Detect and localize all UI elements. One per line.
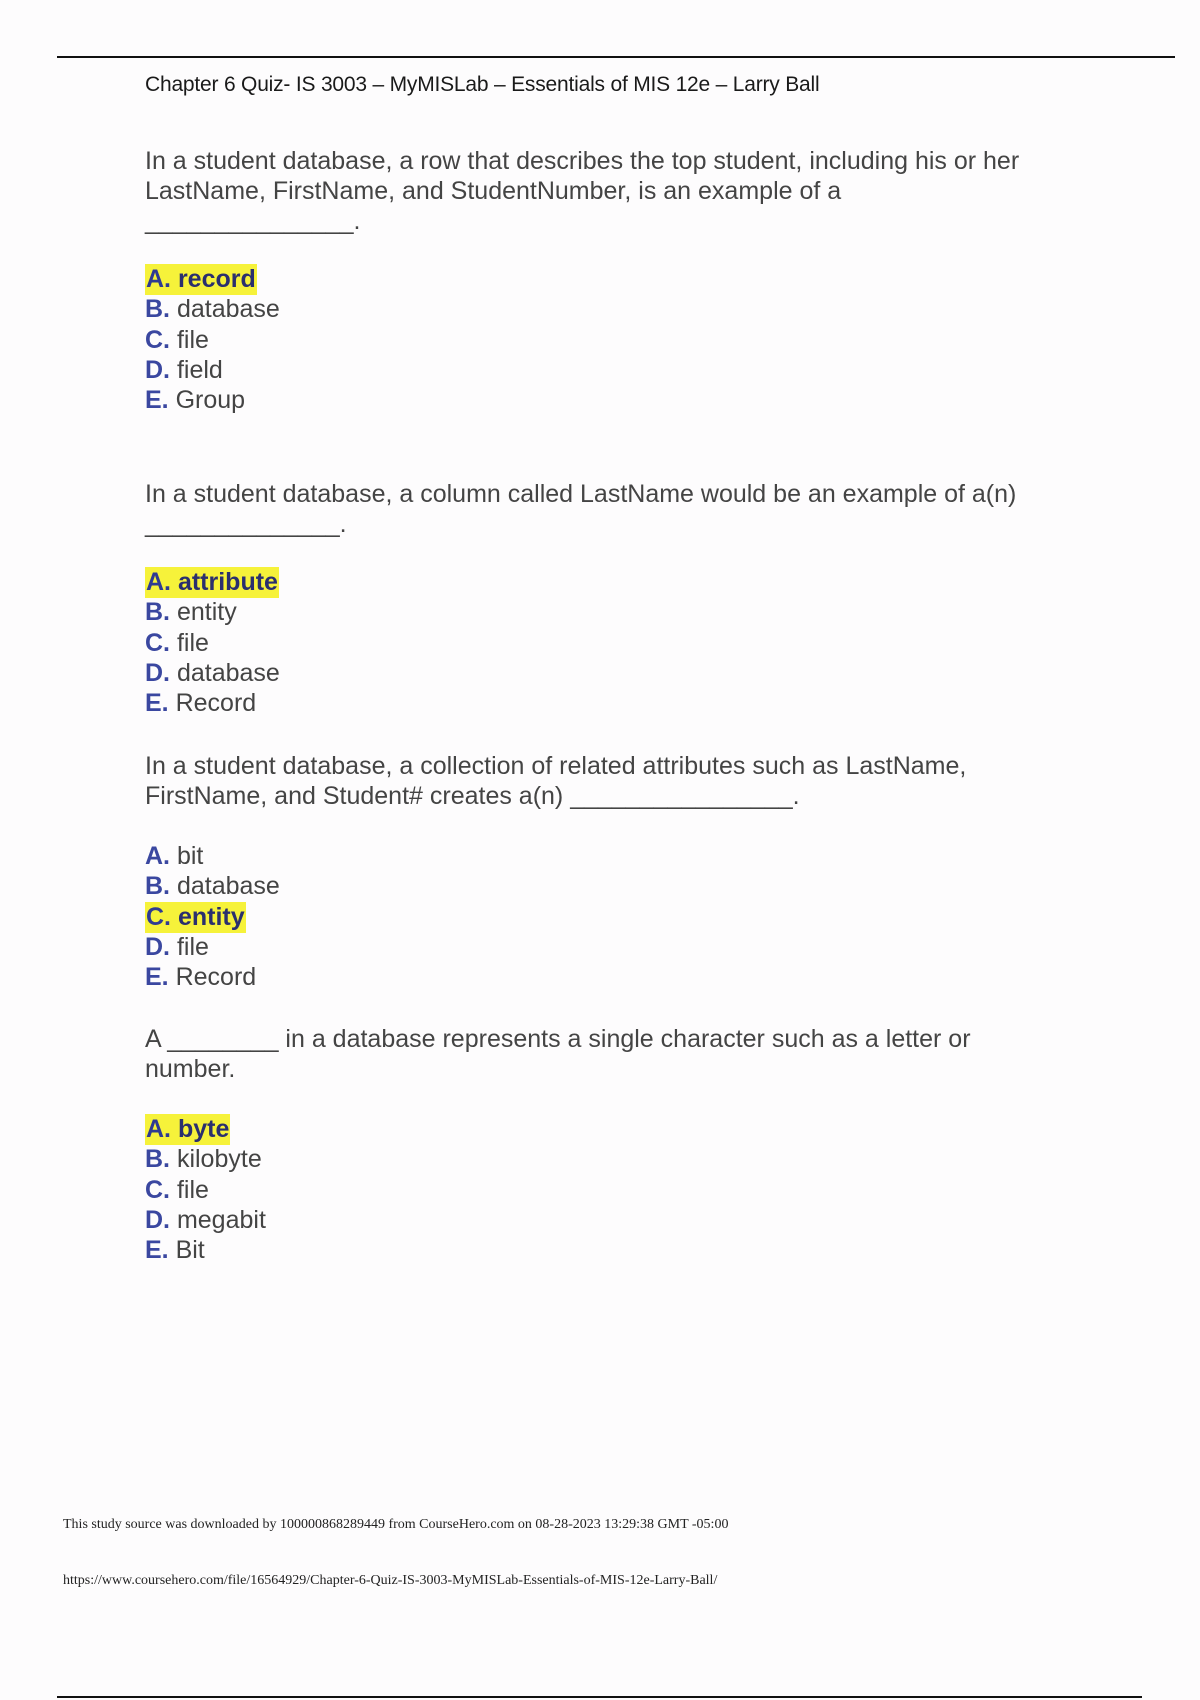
option-letter: B. — [145, 598, 170, 627]
question-1 — [145, 146, 1095, 415]
option-text: database — [176, 872, 280, 901]
option-item — [145, 385, 1095, 415]
option-letter: D. — [145, 932, 170, 961]
answer-highlight — [145, 902, 246, 933]
option-text: Group — [175, 386, 246, 415]
option-letter: E. — [145, 386, 169, 415]
option-item — [145, 1114, 1095, 1144]
option-item — [145, 325, 1095, 355]
option-letter: D. — [145, 355, 170, 384]
top-divider — [57, 56, 1175, 58]
option-letter: B. — [145, 295, 170, 324]
question-4-line-1: A ________ in a database represents a single character such as a letter or — [145, 1025, 971, 1053]
option-letter: C. — [145, 1175, 170, 1204]
option-text: record — [177, 265, 256, 293]
option-text: bit — [176, 842, 204, 870]
option-letter: B. — [145, 872, 170, 901]
question-1-text — [145, 146, 1095, 236]
option-text: kilobyte — [176, 1145, 262, 1174]
option-item — [145, 567, 1095, 597]
option-text: database — [176, 658, 280, 687]
question-3-line-1: In a student database, a collection of related attributes such as LastName, — [145, 752, 967, 780]
option-text: Record — [175, 689, 257, 718]
download-notice: This study source was downloaded by 100000868289449 from CourseHero.com on 08-28-2023 13:29:38 GMT -05:00 — [63, 1517, 729, 1532]
option-text: file — [176, 325, 209, 354]
option-letter: D. — [145, 1205, 170, 1234]
option-letter: B. — [145, 1145, 170, 1174]
option-item — [145, 597, 1095, 627]
question-1-line-1: In a student database, a row that describes the top student, including his or her — [145, 147, 1020, 175]
option-item — [145, 1144, 1095, 1174]
option-text: entity — [177, 902, 245, 931]
question-1-options — [145, 264, 1095, 415]
option-item — [145, 294, 1095, 324]
question-1-line-2: LastName, FirstName, and StudentNumber, is an example of a — [145, 177, 842, 205]
document-title: Chapter 6 Quiz- IS 3003 – MyMISLab – Essentials of MIS 12e – Larry Ball — [145, 73, 820, 96]
option-letter: C. — [146, 902, 171, 931]
question-2-options — [145, 567, 1095, 718]
option-letter: D. — [145, 658, 170, 687]
source-url-link[interactable]: https://www.coursehero.com/file/16564929/Chapter-6-Quiz-IS-3003-MyMISLab-Essentials-of-MIS-12e-Larry-Ball/ — [63, 1573, 718, 1588]
question-2-line-2: ______________. — [145, 510, 347, 538]
option-text: entity — [176, 598, 237, 627]
option-letter: E. — [145, 689, 169, 718]
option-item — [145, 1175, 1095, 1205]
question-4-text — [145, 1024, 1095, 1084]
option-item — [145, 264, 1095, 294]
option-text: file — [176, 1175, 209, 1204]
option-item — [145, 962, 1095, 992]
option-text: Record — [175, 963, 257, 992]
option-item — [145, 628, 1095, 658]
option-item — [145, 841, 1095, 871]
option-letter: A. — [145, 842, 170, 870]
option-item — [145, 1205, 1095, 1235]
answer-highlight — [145, 264, 257, 295]
option-text: field — [176, 355, 223, 384]
option-letter: E. — [145, 1236, 169, 1265]
option-item — [145, 658, 1095, 688]
option-letter: C. — [145, 628, 170, 657]
question-1-line-3: _______________. — [145, 207, 361, 235]
question-3-text — [145, 751, 1095, 811]
question-3-line-2: FirstName, and Student# creates a(n) ________________. — [145, 782, 800, 810]
option-item — [145, 355, 1095, 385]
option-letter: A. — [146, 568, 171, 596]
option-item — [145, 932, 1095, 962]
question-2 — [145, 479, 1095, 718]
option-text: file — [176, 628, 209, 657]
option-text: file — [176, 932, 209, 961]
option-text: megabit — [176, 1205, 266, 1234]
question-4-options — [145, 1114, 1095, 1265]
question-4 — [145, 1024, 1095, 1265]
question-4-line-2: number. — [145, 1055, 236, 1083]
question-3-options — [145, 841, 1095, 992]
answer-highlight — [145, 1114, 230, 1145]
option-letter: A. — [146, 265, 171, 293]
option-letter: A. — [146, 1115, 171, 1143]
question-2-line-1: In a student database, a column called LastName would be an example of a(n) — [145, 480, 1017, 508]
bottom-divider — [57, 1696, 1142, 1698]
option-item — [145, 688, 1095, 718]
answer-highlight — [145, 567, 279, 598]
option-item — [145, 1235, 1095, 1265]
option-item — [145, 902, 1095, 932]
option-text: database — [176, 295, 280, 324]
option-item — [145, 871, 1095, 901]
option-text: Bit — [175, 1236, 205, 1265]
option-text: byte — [177, 1115, 230, 1143]
option-text: attribute — [177, 568, 278, 596]
option-letter: C. — [145, 325, 170, 354]
question-3 — [145, 751, 1095, 992]
option-letter: E. — [145, 963, 169, 992]
question-2-text — [145, 479, 1095, 539]
